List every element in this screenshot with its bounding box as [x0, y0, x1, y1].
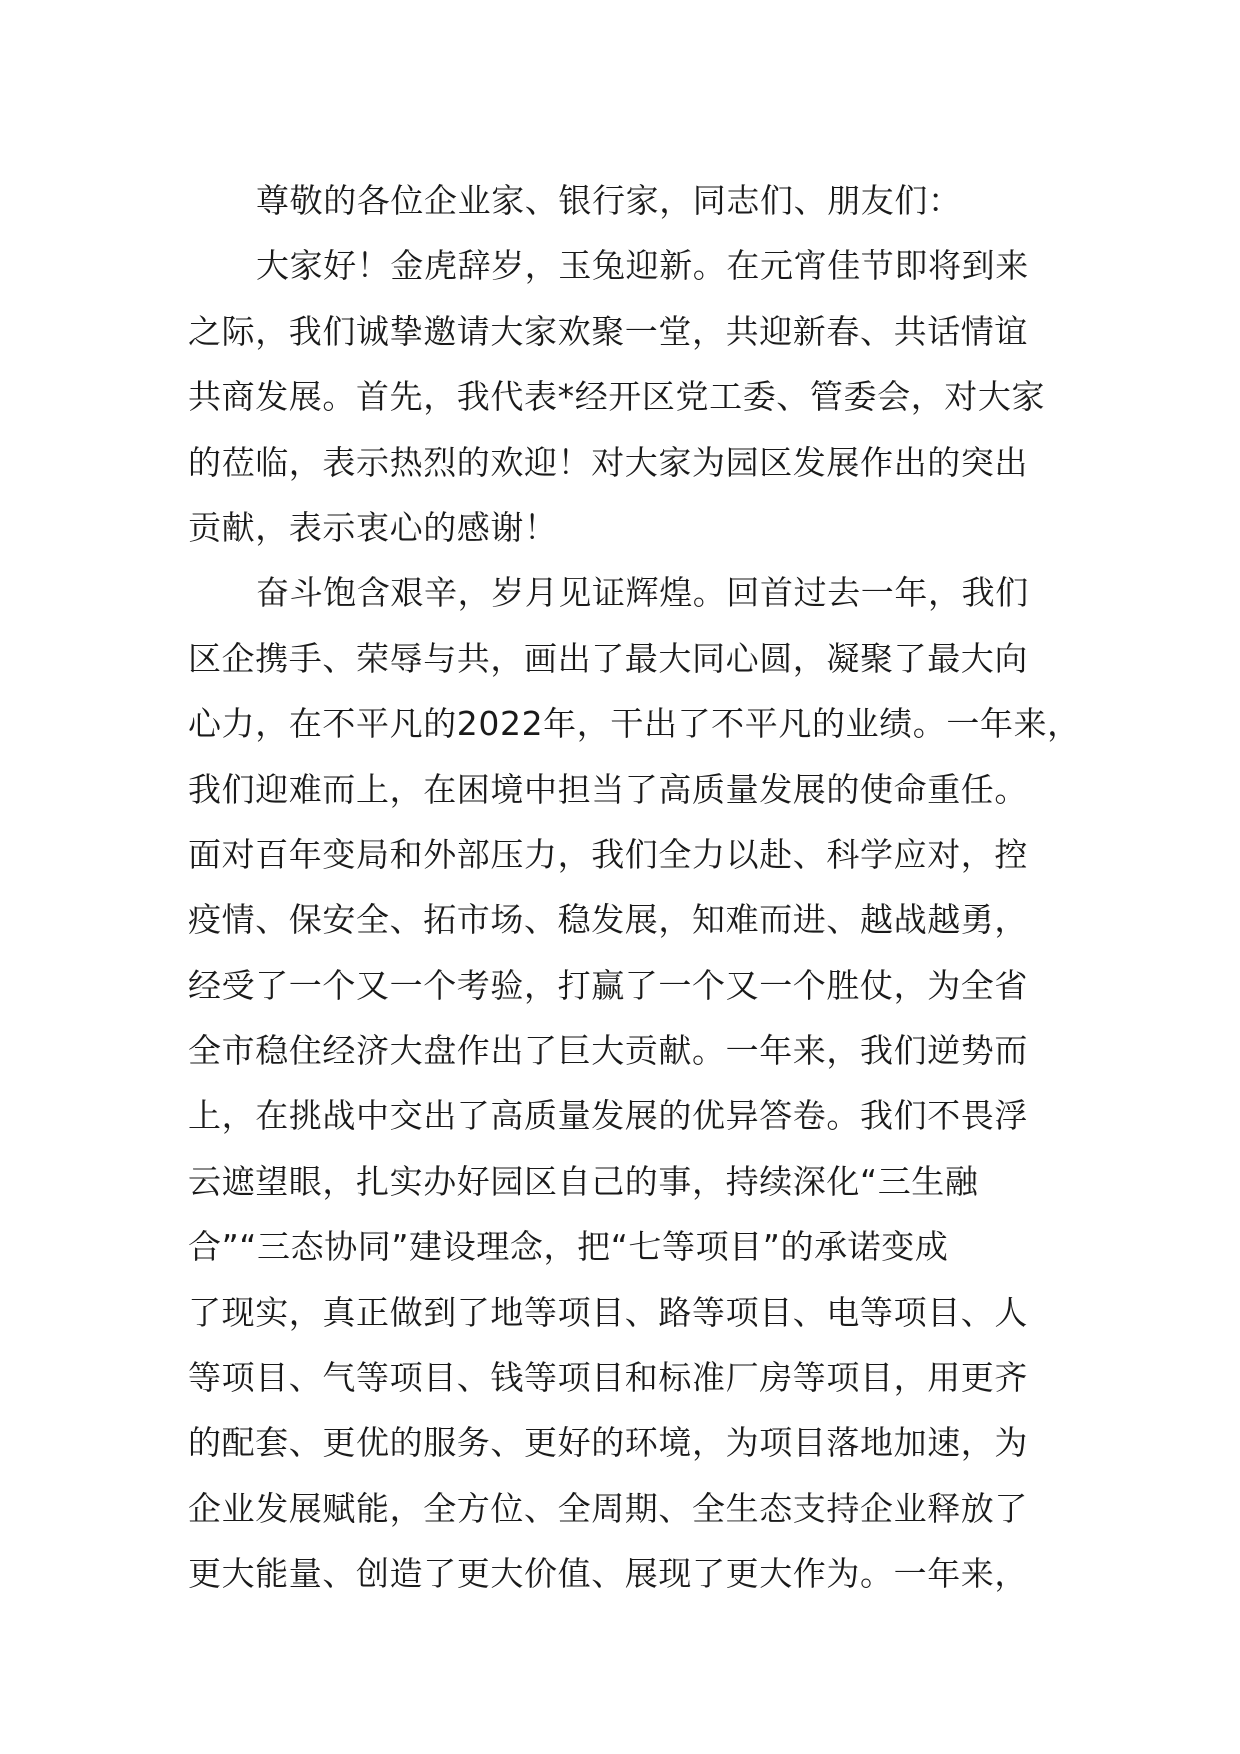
text-line: 了现实，真正做到了地等项目、路等项目、电等项目、人 — [188, 1292, 1028, 1332]
text-line: 奋斗饱含艰辛，岁月见证辉煌。回首过去一年，我们 — [256, 573, 1029, 613]
salutation-line: 尊敬的各位企业家、银行家，同志们、朋友们： — [256, 181, 962, 220]
text-line: 的配套、更优的服务、更好的环境，为项目落地加速，为 — [188, 1423, 1028, 1463]
text-line: 贡献，表示衷心的感谢！ — [188, 507, 558, 547]
text-line: 等项目、气等项目、钱等项目和标准厂房等项目，用更齐 — [188, 1358, 1028, 1398]
text-line: 的莅临，表示热烈的欢迎！对大家为园区发展作出的突出 — [188, 442, 1028, 482]
text-line: 云遮望眼，扎实办好园区自己的事，持续深化“三生融 — [188, 1161, 979, 1201]
text-line: 我们迎难而上，在困境中担当了高质量发展的使命重任。 — [188, 769, 1028, 809]
text-line: 合”“三态协同”建设理念，把“七等项目”的承诺变成 — [188, 1227, 949, 1267]
text-line: 之际，我们诚挚邀请大家欢聚一堂，共迎新春、共话情谊 — [188, 311, 1028, 351]
document-body — [188, 168, 1081, 1607]
text-line: 更大能量、创造了更大价值、展现了更大作为。一年来， — [188, 1554, 1028, 1594]
text-line: 上，在挑战中交出了高质量发展的优异答卷。我们不畏浮 — [188, 1096, 1028, 1136]
text-line: 区企携手、荣辱与共，画出了最大同心圆，凝聚了最大向 — [188, 638, 1028, 678]
text-line: 面对百年变局和外部压力，我们全力以赴、科学应对，控 — [188, 834, 1028, 874]
text-line: 大家好！金虎辞岁，玉兔迎新。在元宵佳节即将到来 — [256, 246, 1029, 286]
text-line: 经受了一个又一个考验，打赢了一个又一个胜仗，为全省 — [188, 965, 1028, 1005]
text-line: 疫情、保安全、拓市场、稳发展，知难而进、越战越勇， — [188, 900, 1028, 940]
text-line: 全市稳住经济大盘作出了巨大贡献。一年来，我们逆势而 — [188, 1031, 1028, 1071]
text-line: 企业发展赋能，全方位、全周期、全生态支持企业释放了 — [188, 1488, 1028, 1528]
text-line: 共商发展。首先，我代表*经开区党工委、管委会，对大家 — [188, 377, 1046, 417]
text-line: 心力，在不平凡的2022年，干出了不平凡的业绩。一年来， — [188, 704, 1081, 744]
